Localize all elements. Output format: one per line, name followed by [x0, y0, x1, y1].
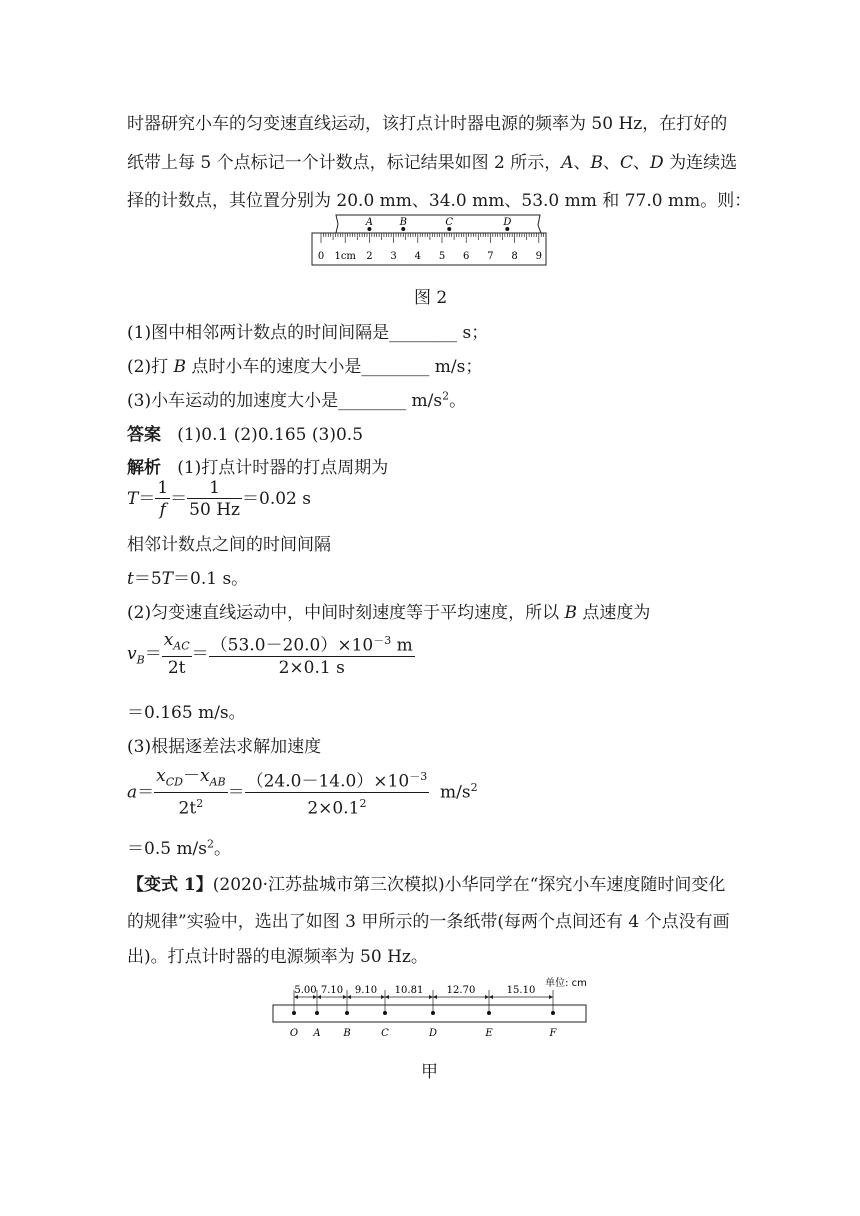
tape3-point-dot — [487, 1011, 491, 1015]
ruler-label: 6 — [463, 251, 470, 262]
intro-line-1: 时器研究小车的匀变速直线运动，该打点计时器电源的频率为 50 Hz，在打好的 — [127, 114, 728, 134]
variant-label: 【变式 1】 — [127, 875, 213, 895]
segment-label: 15.10 — [506, 985, 536, 996]
equation-velocity-b: $v_B=$ $\frac{x_{AC}}{2t}$ ＝ $\frac{(53.0-20.0)\times 10^{-3} m}{2\times 0.1 s}$ — [127, 630, 413, 679]
tape-point-label: A — [365, 217, 374, 228]
analysis-line-3: (2)匀变速直线运动中，中间时刻速度等于平均速度，所以 B 点速度为 — [127, 603, 651, 623]
segment-label: 12.70 — [446, 985, 476, 996]
tape3-point-label: D — [428, 1028, 438, 1039]
analysis-line-2: 相邻计数点之间的时间间隔 — [127, 535, 331, 555]
variant-line-3: 出)。打点计时器的电源频率为 50 Hz。 — [127, 947, 428, 967]
answer-text: (1)0.1 (2)0.165 (3)0.5 — [177, 425, 364, 445]
analysis-label: 解析 — [127, 458, 161, 478]
question-2: (2)打 B 点时小车的速度大小是________ m/s； — [127, 357, 483, 377]
tape3-point-label: E — [485, 1028, 493, 1039]
intro-line-2: 纸带上每 5 个点标记一个计数点，标记结果如图 2 所示，A、B、C、D 为连续选 — [127, 153, 738, 173]
tape3-point-dot — [431, 1011, 435, 1015]
tape3-point-dot — [315, 1011, 319, 1015]
tape-point-label: B — [399, 217, 407, 228]
equation-acceleration: a＝ $\frac{x_{CD}-x_{AB}}{2t^2}$ ＝ $\frac{(24.0-14.0)\times 10^{-3}}{2\times 0.1^2}$ $m/s^2$ — [127, 766, 478, 820]
analysis-line-4: (3)根据逐差法求解加速度 — [127, 737, 322, 757]
tape3-point-dot — [345, 1011, 349, 1015]
figure-3-tape — [270, 974, 590, 1046]
ruler-label: 1cm — [334, 251, 356, 262]
equation-velocity-result: ＝0.165 m/s。 — [127, 703, 246, 723]
ruler-label: 3 — [390, 251, 397, 262]
intro-line-3: 择的计数点，其位置分别为 20.0 mm、34.0 mm、53.0 mm 和 77.0 mm。则： — [127, 191, 752, 211]
tape3-point-label: O — [289, 1028, 299, 1039]
ruler-label: 8 — [511, 251, 518, 262]
ruler-label: 5 — [438, 251, 446, 262]
ruler-label: 9 — [535, 251, 542, 262]
segment-label: 5.00 — [294, 985, 317, 996]
ruler-label: 0 — [317, 251, 325, 262]
tape3-point-dot — [383, 1011, 387, 1015]
question-1: (1)图中相邻两计数点的时间间隔是________ s； — [127, 323, 489, 343]
equation-acceleration-result: ＝0.5 $m/s^2$。 — [127, 837, 232, 859]
tape-point-label: C — [445, 217, 454, 228]
segment-label: 10.81 — [394, 985, 424, 996]
equation-period: T＝ $\frac{1}{f}$ ＝ $\frac{1}{50 Hz}$ ＝0.02 s — [127, 478, 311, 520]
figure-3-caption: 甲 — [421, 1062, 438, 1082]
variant-line-2: 的规律”实验中，选出了如图 3 甲所示的一条纸带(每两个点间还有 4 个点没有画 — [127, 912, 730, 932]
tape-point-label: D — [503, 217, 512, 228]
tape3-point-label: C — [381, 1028, 389, 1039]
tape3-point-dot — [551, 1011, 555, 1015]
answer-line — [127, 420, 363, 445]
answer-label: 答案 — [127, 425, 161, 445]
segment-label: 7.10 — [320, 985, 344, 996]
figure-2-ruler-tape — [308, 212, 550, 268]
tape3-point-label: F — [549, 1028, 557, 1039]
variant-line-1: 【变式 1】(2020·江苏盐城市第三次模拟)小华同学在“探究小车速度随时间变化 — [127, 875, 726, 895]
segment-label: 9.10 — [354, 985, 378, 996]
analysis-line-1: 解析 (1)打点计时器的打点周期为 — [127, 458, 389, 478]
tape3-point-label: A — [313, 1028, 321, 1039]
ruler-label: 2 — [366, 251, 373, 262]
ruler-label: 4 — [414, 251, 421, 262]
ruler-label: 7 — [487, 251, 494, 262]
question-3: (3)小车运动的加速度大小是________ $m/s^2$。 — [127, 389, 467, 411]
tape3-point-label: B — [343, 1028, 351, 1039]
tape3-point-dot — [292, 1011, 296, 1015]
figure-2-caption: 图 2 — [414, 288, 448, 308]
unit-label: 单位: cm — [545, 978, 587, 989]
equation-interval: t＝5T＝0.1 s。 — [127, 569, 249, 589]
